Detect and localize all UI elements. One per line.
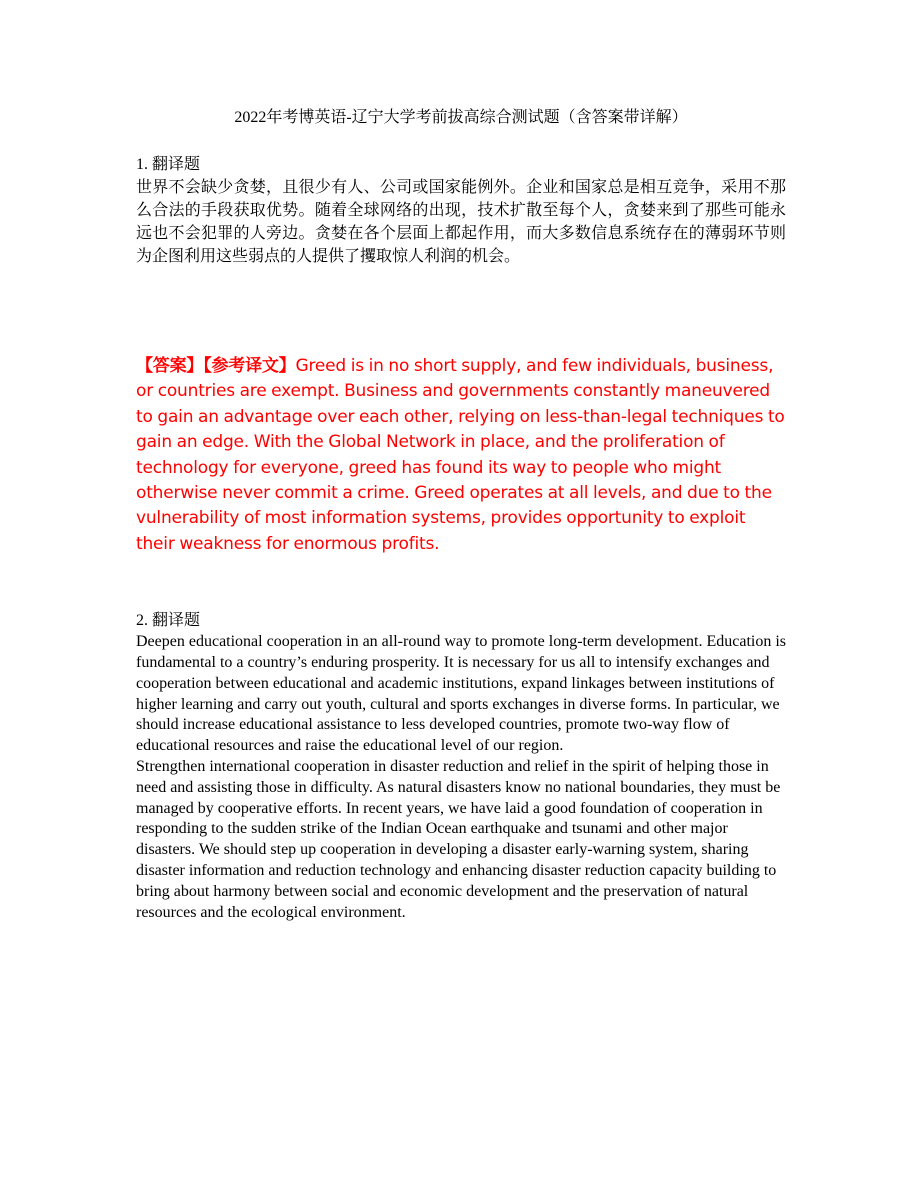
question-1-heading: 1. 翻译题	[136, 156, 201, 173]
question-1-text: 世界不会缺少贪婪，且很少有人、公司或国家能例外。企业和国家总是相互竞争，采用不那么合法的手段获取优势。随着全球网络的出现，技术扩散至每个人，贪婪来到了那些可能永远也不会犯罪的人旁边。贪婪在各个层面上都起作用，而大多数信息系统存在的薄弱环节则为企图利用这些弱点的人提供了攫取惊人利润的机会。	[136, 179, 786, 265]
answer-tag: 【答案】	[136, 356, 204, 376]
question-2-text: Deepen educational cooperation in an all-round way to promote long-term development. Education is fundamental to a country’s enduring prosperity. It is necessary for us all to intensify exchanges and cooperation between educational and academic institutions, expand linkages between institutions of higher learning and carry out youth, cultural and sports exchanges in diverse forms. In particular, we should increase educational assistance to less developed countries, promote two-way flow of educational resources and raise the educational level of our region. Strengthen international cooperation in disaster reduction and relief in the spirit of helping those in need and assisting those in difficulty. As natural disasters know no national boundaries, they must be managed by cooperative efforts. In recent years, we have laid a good foundation of cooperation in responding to the sudden strike of the Indian Ocean earthquake and tsunami and other major disasters. We should step up cooperation in developing a disaster early-warning system, sharing disaster information and reduction technology and enhancing disaster reduction capacity building to bring about harmony between social and economic development and the preservation of natural resources and the ecological environment.	[136, 633, 787, 921]
reference-translation-tag: 【参考译文】	[203, 356, 296, 376]
question-1	[136, 154, 786, 557]
document-title: 2022年考博英语-辽宁大学考前拔高综合测试题（含答案带详解）	[234, 109, 688, 126]
question-1-answer	[136, 354, 786, 557]
answer-text: Greed is in no short supply, and few individuals, business, or countries are exempt. Business and governments constantly maneuvered to gain an advantage over each other, relying on less-than-legal techniques to gain an edge. With the Global Network in place, and the proliferation of technology for everyone, greed has found its way to people who might otherwise never commit a crime. Greed operates at all levels, and due to the vulnerability of most information systems, provides opportunity to exploit their weakness for enormous profits.	[136, 356, 785, 554]
question-2-heading: 2. 翻译题	[136, 612, 201, 630]
document-page	[136, 106, 786, 923]
question-2	[136, 610, 786, 923]
